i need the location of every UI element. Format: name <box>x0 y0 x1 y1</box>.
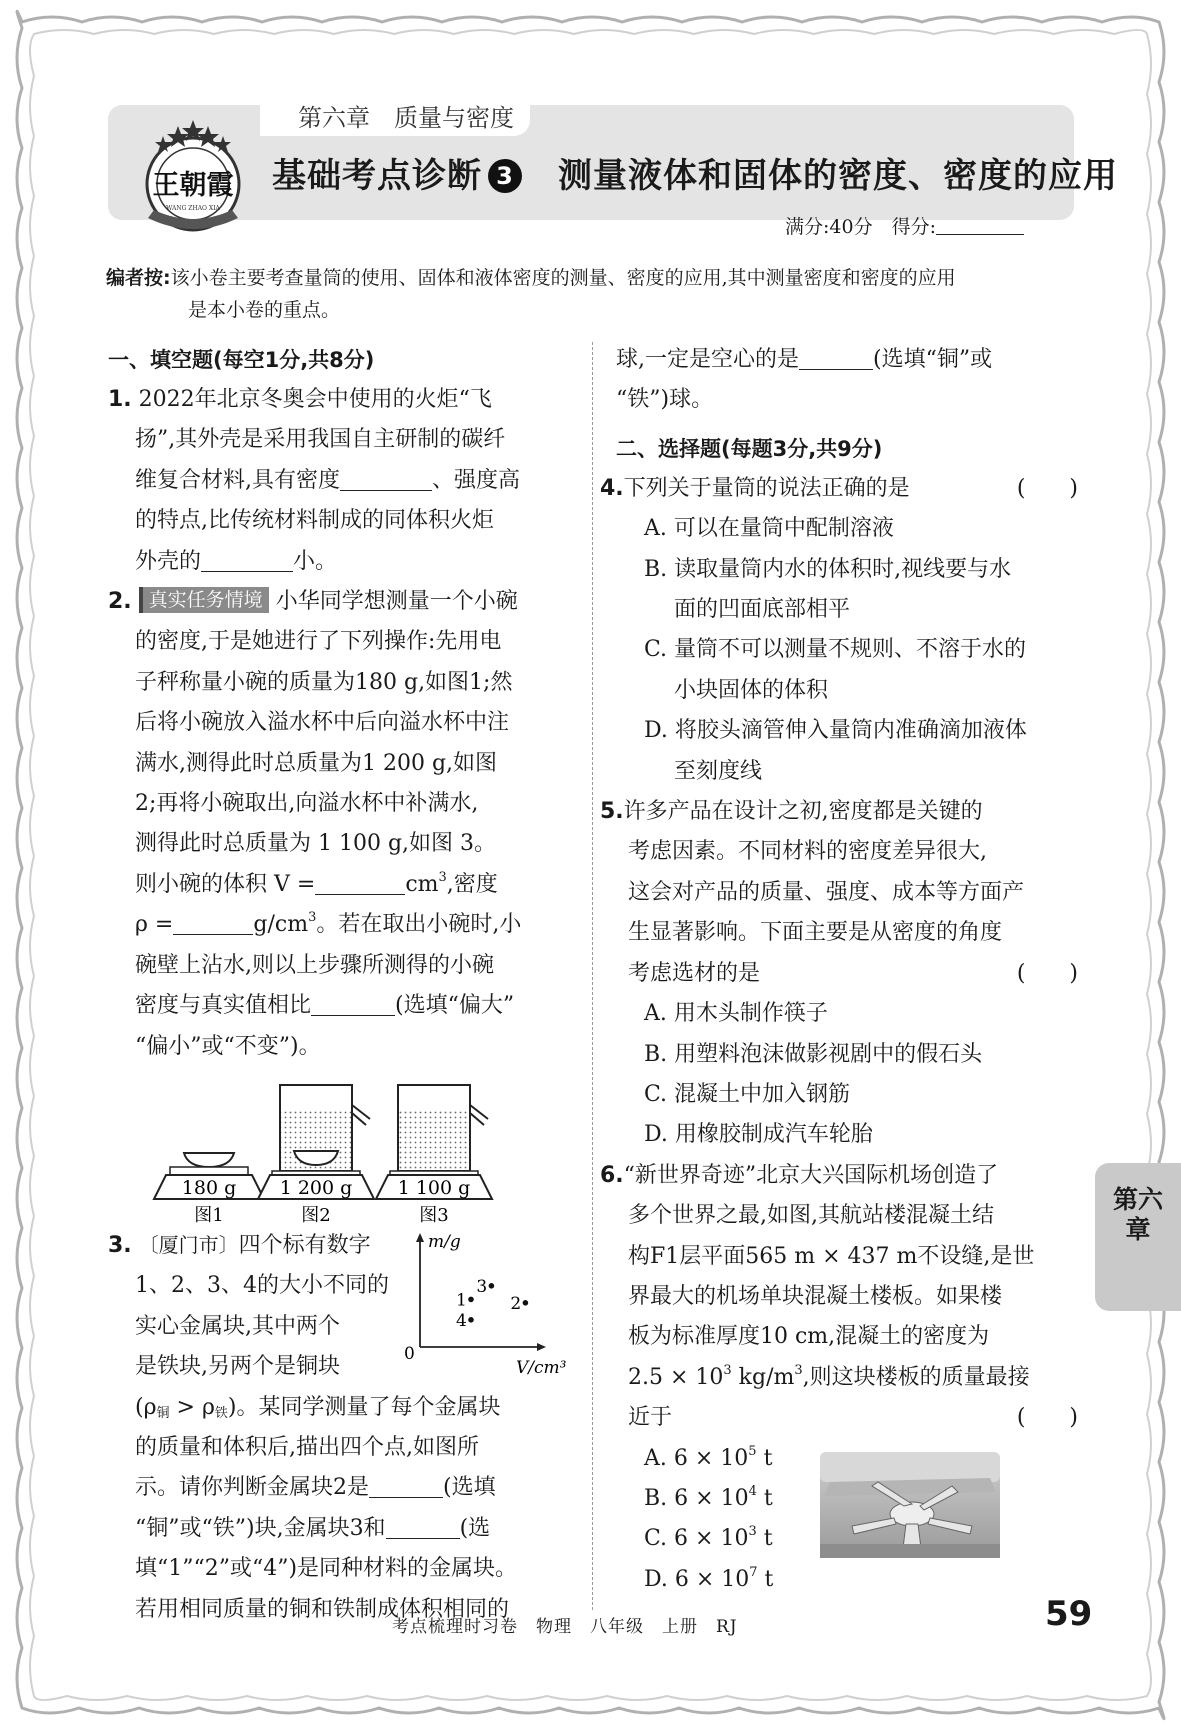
section1-title: 一、填空题(每空1分,共8分) <box>108 348 375 372</box>
question-1: 1. 2022年北京冬奥会中使用的火炬“飞 扬”,其外壳是采用我国自主研制的碳纤 维复合材料,具有密度 、强度高 的特点,比传统材料制成的同体积火炬 外壳的 小。 <box>108 387 521 574</box>
scale-figure-2 <box>258 1085 374 1225</box>
logo-text: 王朝霞 <box>152 170 234 201</box>
mv-point-4 <box>468 1317 474 1323</box>
q5-option-c: C. 混凝土中加入钢筋 <box>644 1081 851 1107</box>
q5-option-a: A. 用木头制作筷子 <box>644 1001 828 1027</box>
q2-volume-blank[interactable] <box>315 872 405 895</box>
q1-blank-1[interactable] <box>340 468 432 491</box>
y-axis-label: m/g <box>428 1231 461 1252</box>
left-column <box>108 340 570 1630</box>
task-context-tag: 真实任务情境 <box>139 587 269 613</box>
q4-option-b: B. 读取量筒内水的体积时,视线要与水 面的凹面底部相平 <box>644 556 1012 623</box>
airport-aerial-photo <box>820 1452 1000 1558</box>
q6-option-d: D. $6 \times 10^7$ t <box>644 1564 774 1592</box>
question-6: 6.“新世界奇迹”北京大兴国际机场创造了 多个世界之最,如图,其航站楼混凝土结 构F1层平面565 m × 437 m不设缝,是世 界最大的机场单块混凝土楼板。如果楼 板为标准厚度10 cm,混凝土的密度为 $2.5 \times 10^3$ $kg/m^3$,则这块楼板的质量最接 近于 ( ) A. $6 \times 10^5$ t B. $6 \times 10^4$ t C. $6 \times 10^3$ t D. $6 \times 10^7$ t <box>616 1156 1078 1600</box>
q3-blank-2[interactable] <box>386 1516 460 1539</box>
figure-caption-3: 图3 <box>419 1204 449 1225</box>
q1-blank-2[interactable] <box>201 549 293 572</box>
q4-option-c: C. 量筒不可以测量不规则、不溶于水的 小块固体的体积 <box>644 637 1027 703</box>
mv-point-1 <box>468 1297 474 1303</box>
q5-answer-paren[interactable]: ( ) <box>1016 960 1078 986</box>
logo-subtext: WANG ZHAO XIA <box>166 205 220 212</box>
footer-text: 考点梳理时习卷 物理 八年级 上册 RJ <box>392 1617 738 1637</box>
score-blank[interactable] <box>936 216 1024 235</box>
x-axis-label: V/cm³ <box>516 1357 567 1378</box>
score-line: 满分:40分 得分: <box>785 212 1024 239</box>
editor-note-label: 编者按: <box>106 267 171 289</box>
page-title: 基础考点诊断 3 测量液体和固体的密度、密度的应用 <box>272 156 1118 196</box>
q4-option-a: A. 可以在量筒中配制溶液 <box>644 516 894 542</box>
q5-option-b: B. 用塑料泡沫做影视剧中的假石头 <box>644 1041 983 1067</box>
chapter-side-tab: 第六章 <box>1095 1163 1181 1311</box>
q6-answer-paren[interactable]: ( ) <box>1016 1405 1078 1431</box>
q3-blank-1[interactable] <box>369 1475 443 1498</box>
scales-figure <box>108 1075 570 1225</box>
mv-point-label-2: 2 <box>510 1293 522 1314</box>
mv-point-3 <box>489 1283 495 1289</box>
x-axis-arrow <box>537 1343 546 1351</box>
figure-caption-1: 图1 <box>194 1204 224 1225</box>
q6-option-b: B. $6 \times 10^4$ t <box>644 1483 773 1511</box>
q3-blank-3[interactable] <box>799 347 873 370</box>
mv-point-label-4: 4 <box>456 1310 467 1331</box>
q5-option-d: D. 用橡胶制成汽车轮胎 <box>644 1122 873 1148</box>
title-number-badge: 3 <box>488 159 522 193</box>
q4-option-d: D. 将胶头滴管伸入量筒内准确滴加液体 至刻度线 <box>644 718 1027 784</box>
q2-compare-blank[interactable] <box>311 993 395 1016</box>
title-subject: 测量液体和固体的密度、密度的应用 <box>558 156 1118 196</box>
mass-volume-graph <box>398 1229 568 1379</box>
bowl-icon <box>184 1153 234 1167</box>
scale-reading-2: 1 200 g <box>279 1176 353 1199</box>
question-5: 5.许多产品在设计之初,密度都是关键的 考虑因素。不同材料的密度差异很大, 这会对产品的质量、强度、成本等方面产 生显著影响。下面主要是从密度的角度 考虑选材的是 ( ) A. 用木头制作筷子 B. 用塑料泡沫做影视剧中的假石头 C. 混凝土中加入钢筋 D. 用橡胶制成汽车轮胎 <box>616 792 1078 1156</box>
q6-option-c: C. $6 \times 10^3$ t <box>644 1524 773 1552</box>
column-divider <box>592 342 593 1610</box>
figure-caption-2: 图2 <box>301 1204 331 1225</box>
mv-points <box>456 1277 528 1331</box>
question-3: m/g V/cm³ 0 1 2 3 4 3. 〔厦门市〕四个标有数字 1、2、3、4的大小不同的 实心金属块,其中两个 是铁块,另两个是铜块 $(\rho_铜 > \rho_铁)$。某同学测量了每个金属块 的质量和体积后,描出四个点,如图所 示。请你判断金属块2是 (选填 “铜”或“铁”)块,金属块3和 (选 填“1”“2”或“4”)是同种材料的金属块。 若用相同质量的铜和铁制成体积相同的 <box>108 1225 570 1630</box>
mv-point-2 <box>523 1300 529 1306</box>
publisher-logo-seal <box>128 118 258 236</box>
scale-reading-3: 1 100 g <box>397 1176 471 1199</box>
chapter-tag <box>260 96 530 136</box>
scale-figure-3 <box>376 1085 492 1225</box>
q2-density-blank[interactable] <box>173 912 253 935</box>
question-4: 4.下列关于量筒的说法正确的是 ( ) A. 可以在量筒中配制溶液 B. 读取量筒内水的体积时,视线要与水 面的凹面底部相平 C. 量筒不可以测量不规则、不溶于水的 小块固体的体积 D. 将胶头滴管伸入量筒内准确滴加液体 至刻度线 <box>616 469 1078 792</box>
q4-answer-paren[interactable]: ( ) <box>1016 475 1078 501</box>
scale-figure-1 <box>154 1153 264 1225</box>
question-2: 2. 真实任务情境 小华同学想测量一个小碗 的密度,于是她进行了下列操作:先用电 子秤称量小碗的质量为180 g,如图1;然 后将小碗放入溢水杯中后向溢水杯中注 满水,测得此时总质量为1 200 g,如图 2;再将小碗取出,向溢水杯中补满水, 测得此时总质量为 1 100 g,如图 3。 则小碗的体积 $V = cm^3$,密度 $\rho = g/cm^3$。若在取出小碗时,小 碗壁上沾水,则以上步骤所测得的小碗 密度与真实值相比 (选填“偏大” “偏小”或“不变”)。 <box>108 589 522 1059</box>
right-column: 球,一定是空心的是 (选填“铜”或 “铁”)球。 二、选择题(每题3分,共9分) 4.下列关于量筒的说法正确的是 ( ) A. 可以在量筒中配制溶液 B. 读取量筒内水的体积时,视线要与水 面的凹面底部相平 C. 量筒不可以测量不规则、不溶于水的 小块固体的体积 D. 将胶头滴管伸入量筒内准确滴加液体 至刻度线 5.许多产品在设计之初,密度都是关键的 考虑因素。不同材料的密度差异很大, 这会对产品的质量、强度、成本等方面产 生显著影响。下面主要是从密度的角度 考虑选材的是 ( ) A. 用木头制作筷子 B. 用塑料泡沫做影视剧中的假石头 C. 混凝土中加入钢筋 D. 用橡胶制成汽车轮胎 6.“新世界奇迹”北京大兴国际机场创造了 多个世界之最,如图,其航站楼混凝土结 构F1层平面565 m × 437 m不设缝,是世 界最大的机场单块混凝土楼板。如果楼 板为标准厚度10 cm,混凝土的密度为 $2.5 \times 10^3$ $kg/m^3$,则这块楼板的质量最接 近于 ( ) A. $6 \times 10^5$ t B. $6 \times 10^4$ t C. $6 \times 10^3$ t D. $6 \times 10^7$ t <box>616 340 1078 1600</box>
q6-option-a: A. $6 \times 10^5$ t <box>644 1443 773 1471</box>
section2-title: 二、选择题(每题3分,共9分) <box>616 436 883 461</box>
chapter-label: 第六章 质量与密度 <box>298 104 514 132</box>
editor-note: 编者按:该小卷主要考查量筒的使用、固体和液体密度的测量、密度的应用,其中测量密度和密度的应用 是本小卷的重点。 <box>106 267 956 321</box>
page-number: 59 <box>1045 1594 1093 1634</box>
y-axis-arrow <box>416 1233 424 1242</box>
q3-source: 〔厦门市〕 <box>138 1232 239 1257</box>
origin-label: 0 <box>404 1343 415 1364</box>
mv-point-label-1: 1 <box>456 1290 467 1311</box>
scale-reading-1: 180 g <box>181 1176 237 1199</box>
mv-point-label-3: 3 <box>476 1276 488 1297</box>
